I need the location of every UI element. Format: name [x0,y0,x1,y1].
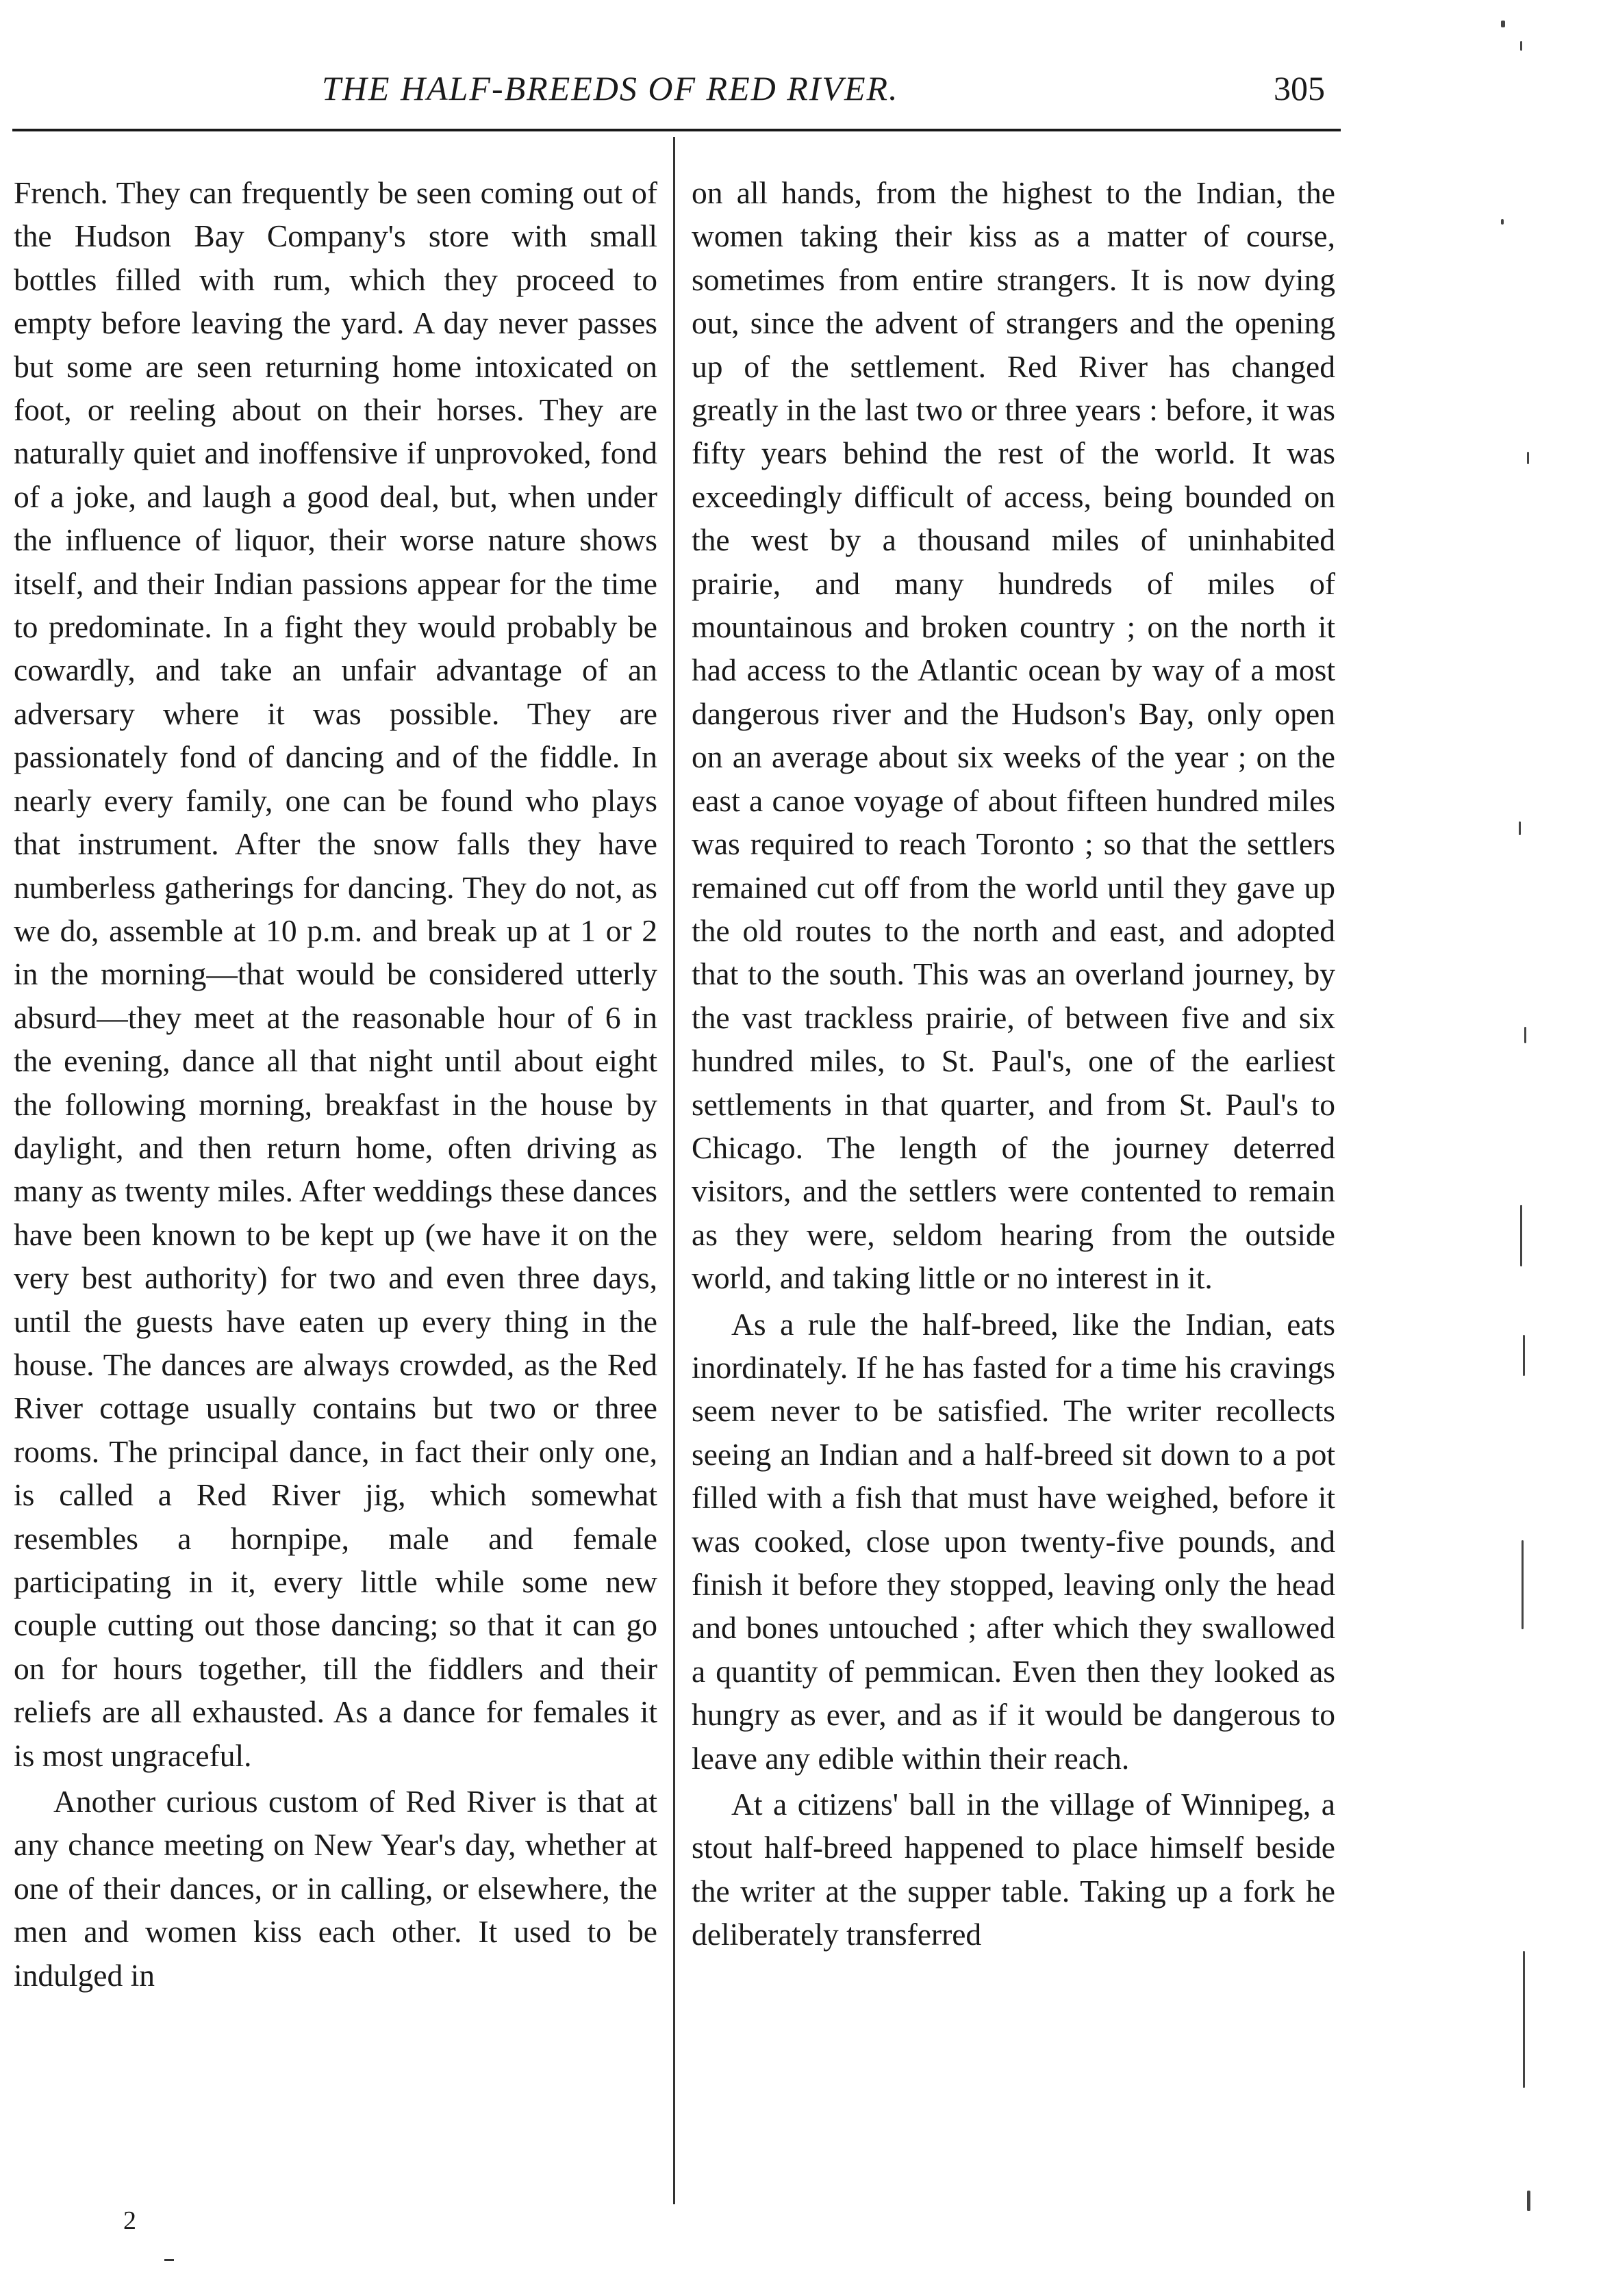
right-column [692,171,1335,1956]
header-rule [12,129,1341,131]
paragraph: At a citizens' ball in the village of Winnipeg, a stout half-breed happened to place himself beside the writer at the supper table. Taking up a fork he deliberately transferred [692,1787,1335,1952]
page-number: 305 [1274,69,1325,107]
paragraph: French. They can frequently be seen coming out of the Hudson Bay Company's store with small bottles filled with rum, which they proceed to empty before leaving the yard. A day never passes but some are seen returning home intoxicated on foot, or reeling about on their horses. They are naturally quiet and inoffensive if unprovoked, fond of a joke, and laugh a good deal, but, when under the influence of liquor, their worse nature shows itself, and their Indian passions appear for the time to predominate. In a fight they would probably be cowardly, and take an unfair advantage of an adversary where it was possible. They are passionately fond of dancing and of the fiddle. In nearly every family, one can be found who plays that instrument. After the snow falls they have numberless gatherings for dancing. They do not, as we do, assemble at 10 p.m. and break up at 1 or 2 in the morning—that would be considered utterly absurd—they meet at the reasonable hour of 6 in the evening, dance all that night until about eight the following morning, breakfast in the house by daylight, and then return home, often driving as many as twenty miles. After weddings these dances have been known to be kept up (we have it on the very best authority) for two and even three days, until the guests have eaten up every thing in the house. The dances are always crowded, as the Red River cottage usually contains but two or three rooms. The principal dance, in fact their only one, is called a Red River jig, which somewhat resembles a hornpipe, male and female participating in it, every little while some new couple cutting out those dancing; so that it can go on for hours together, till the fiddlers and their reliefs are all exhausted. As a dance for females it is most ungraceful. [14,175,657,1773]
paragraph: As a rule the half-breed, like the Indian, eats inordinately. If he has fasted for a time his cravings seem never to be satisfied. The writer recollects seeing an Indian and a half-breed sit down to a pot filled with a fish that must have weighed, before it was cooked, close upon twenty-five pounds, and finish it before they stopped, leaving only the head and bones untouched ; after which they swallowed a quantity of pemmican. Even then they looked as hungry as ever, and as if it would be dangerous to leave any edible within their reach. [692,1306,1335,1776]
signature-mark: 2 [123,2206,136,2235]
left-column [14,171,657,1997]
running-title: THE HALF-BREEDS OF RED RIVER. [322,69,899,107]
column-divider [673,137,675,2204]
page-edge-specks [1500,0,1616,2296]
page-header [0,41,1616,116]
footer-dash [164,2259,174,2261]
paragraph: on all hands, from the highest to the Indian, the women taking their kiss as a matter of course, sometimes from entire strangers. It is now dying out, since the advent of strangers and the opening up of the settlement. Red River has changed greatly in the last two or three years : before, it was fifty years behind the rest of the world. It was exceedingly difficult of access, being bounded on the west by a thousand miles of uninhabited prairie, and many hundreds of miles of mountainous and broken country ; on the north it had access to the Atlantic ocean by way of a most dangerous river and the Hudson's Bay, only open on an average about six weeks of the year ; on the east a canoe voyage of about fifteen hundred miles was required to reach Toronto ; so that the settlers remained cut off from the world until they gave up the old routes to the north and east, and adopted that to the south. This was an overland journey, by the vast trackless prairie, of between five and six hundred miles, to St. Paul's, one of the earliest settlements in that quarter, and from St. Paul's to Chicago. The length of the journey deterred visitors, and the settlers were contented to remain as they were, seldom hearing from the outside world, and taking little or no interest in it. [692,175,1335,1296]
paragraph: Another curious custom of Red River is that at any chance meeting on New Year's day, whether at one of their dances, or in calling, or elsewhere, the men and women kiss each other. It used to be indulged in [14,1784,657,1993]
